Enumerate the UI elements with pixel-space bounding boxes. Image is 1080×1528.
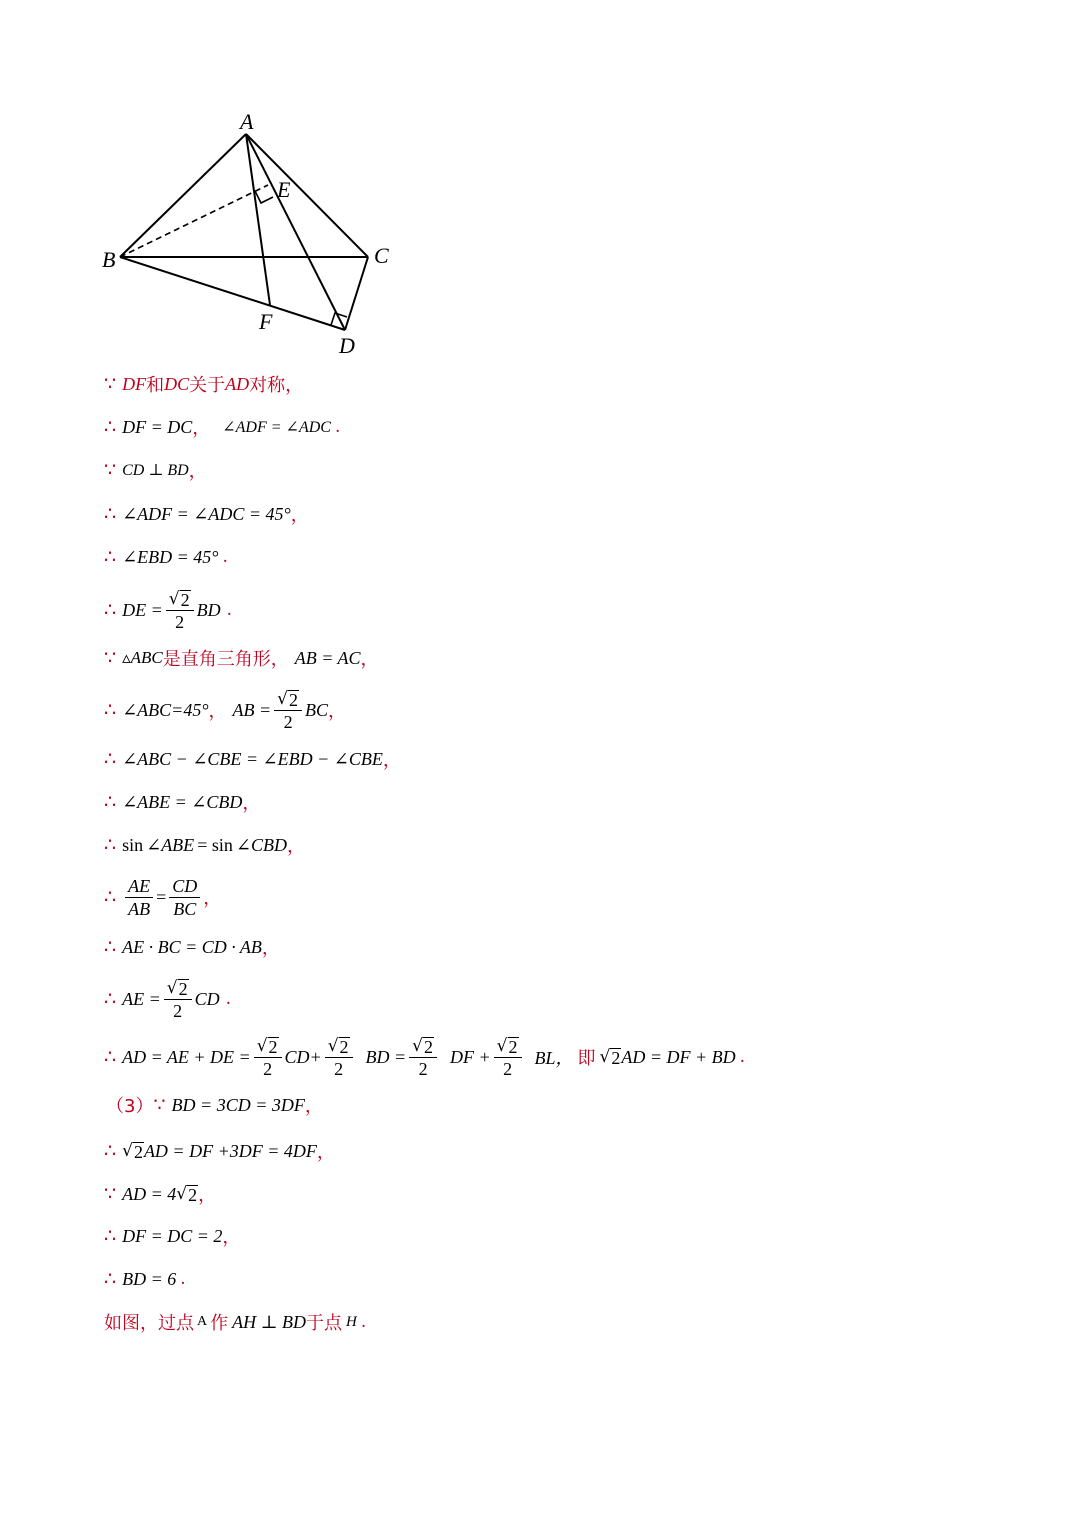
punct: . <box>739 1047 746 1067</box>
proof-line-12 <box>104 874 221 920</box>
sqrt: √ 2 <box>122 1141 143 1162</box>
math: AE · BC = CD · AB <box>122 936 262 957</box>
therefore-symbol: ∴ <box>104 834 117 856</box>
math: DF = DC <box>122 416 193 437</box>
proof-line-3 <box>104 453 207 487</box>
math: BD <box>196 599 221 620</box>
because-symbol: ∵ <box>104 373 117 395</box>
math: AB = AC <box>294 647 361 668</box>
math: CD ⊥ BD <box>122 462 189 479</box>
punct: ， <box>208 701 227 722</box>
punct: . <box>180 1269 186 1289</box>
punct: ， <box>286 836 305 857</box>
math: AD = AE + DE = <box>122 1046 251 1067</box>
sqrt: √ 2 <box>176 1184 198 1205</box>
fraction: √ 2 2 <box>409 1035 437 1079</box>
math: AB = <box>232 699 272 720</box>
fraction: √ 2 2 <box>166 588 194 632</box>
therefore-symbol: ∴ <box>104 599 117 621</box>
segment-BE <box>120 185 268 257</box>
math: DC <box>164 373 190 394</box>
therefore-symbol: ∴ <box>104 988 117 1010</box>
proof-line-5 <box>104 540 228 574</box>
fraction <box>169 876 200 919</box>
math: ∠ADF = ∠ADC = 45° <box>122 503 291 524</box>
math: ∠ABE <box>146 834 195 855</box>
proof-line-17 <box>104 1134 335 1168</box>
math: ∠ABE = ∠CBD <box>122 791 243 812</box>
radicand: 2 <box>180 590 190 610</box>
math: AD = DF +3DF = 4DF <box>143 1140 317 1161</box>
denominator: 2 <box>173 1001 183 1021</box>
punct: ， <box>304 1096 323 1117</box>
text: 于点 <box>306 1313 343 1334</box>
therefore-symbol: ∴ <box>104 416 117 438</box>
therefore-symbol: ∴ <box>104 1268 117 1290</box>
label-F: F <box>259 309 273 334</box>
radicand: 2 <box>289 690 299 710</box>
proof-line-9 <box>104 742 401 776</box>
text: 和 <box>146 375 165 396</box>
because-symbol: ∵ <box>104 459 117 481</box>
label-E: E <box>277 177 291 202</box>
punct: ， <box>316 1142 335 1163</box>
right-angle-mark-E <box>255 191 273 203</box>
math: BL， <box>534 1048 574 1068</box>
label-A: A <box>240 109 254 134</box>
math: DF <box>122 373 147 394</box>
proof-line-20 <box>104 1262 186 1296</box>
therefore-symbol: ∴ <box>104 503 117 525</box>
fraction: √ 2 2 <box>325 1035 353 1079</box>
text: 关于 <box>189 375 226 396</box>
math: DE = <box>122 599 163 620</box>
punct: ， <box>203 888 222 909</box>
therefore-symbol: ∴ <box>104 936 117 958</box>
because-symbol: ∵ <box>104 647 117 669</box>
proof-line-14 <box>104 977 231 1021</box>
text: 如图，过点 <box>104 1313 194 1334</box>
proof-line-19 <box>104 1219 240 1253</box>
denominator: 2 <box>175 612 185 632</box>
math: DF + <box>450 1046 491 1067</box>
part-number: （3） <box>106 1096 154 1117</box>
proof-line-6 <box>104 588 232 632</box>
math: AH ⊥ BD <box>232 1311 307 1332</box>
math: CD <box>194 988 220 1009</box>
text: 是直角三角形， <box>162 649 289 670</box>
proof-line-21 <box>104 1305 366 1339</box>
proof-line-11 <box>104 828 305 862</box>
math: ∠ABC − ∠CBE = ∠EBD − ∠CBE <box>122 748 383 769</box>
punct: ， <box>188 461 207 482</box>
label-B: B <box>102 247 116 272</box>
punct: ， <box>198 1185 217 1206</box>
text: 作 <box>210 1313 229 1334</box>
math: BD = 3CD = 3DF <box>171 1094 305 1115</box>
math: BD = 6 <box>122 1268 177 1289</box>
therefore-symbol: ∴ <box>104 1046 117 1068</box>
numerator: AE <box>125 876 153 898</box>
label-C: C <box>374 243 389 268</box>
punct: ， <box>192 418 211 439</box>
proof-line-1 <box>104 367 303 401</box>
proof-line-2 <box>104 410 340 444</box>
punct: ， <box>382 750 401 771</box>
fraction <box>125 876 153 919</box>
denominator: BC <box>173 898 197 919</box>
math: BC <box>305 699 329 720</box>
math: = <box>156 886 167 907</box>
math: ∠EBD = 45° <box>122 546 219 567</box>
proof-line-8 <box>104 688 346 732</box>
proof-line-13 <box>104 930 280 964</box>
fraction: √ 2 2 <box>494 1035 522 1079</box>
punct: ， <box>290 505 309 526</box>
math: ∠ABC=45° <box>122 699 209 720</box>
math: AD <box>225 373 250 394</box>
math: AD = 4 <box>122 1183 177 1204</box>
fraction: √ 2 2 <box>274 688 302 732</box>
because-symbol: ∵ <box>104 1183 117 1205</box>
therefore-symbol: ∴ <box>104 699 117 721</box>
segment-AB <box>120 134 246 257</box>
punct: . <box>334 417 341 437</box>
segment-CD <box>345 257 368 330</box>
radicand: 2 <box>178 979 188 999</box>
punct: . <box>360 1312 367 1332</box>
punct: ， <box>328 701 347 722</box>
denominator: 2 <box>283 712 293 732</box>
therefore-symbol: ∴ <box>104 886 117 908</box>
math: AE = <box>122 988 161 1009</box>
math: BD = <box>365 1046 407 1067</box>
sqrt: √ 2 <box>599 1047 621 1068</box>
math: ▵ABC <box>122 648 163 667</box>
therefore-symbol: ∴ <box>104 546 117 568</box>
proof-line-16 <box>106 1088 323 1122</box>
math: DF = DC = 2 <box>122 1225 223 1246</box>
fraction: √ 2 2 <box>164 977 192 1021</box>
therefore-symbol: ∴ <box>104 791 117 813</box>
label-D: D <box>339 333 355 358</box>
therefore-symbol: ∴ <box>104 748 117 770</box>
therefore-symbol: ∴ <box>104 1140 117 1162</box>
fraction: √ 2 2 <box>254 1035 282 1079</box>
proof-line-7 <box>104 641 379 675</box>
segment-AC <box>246 134 368 257</box>
proof-line-18 <box>104 1177 216 1211</box>
math: ∠ADF = ∠ADC <box>222 419 331 436</box>
punct: . <box>226 600 232 620</box>
proof-line-15 <box>104 1035 745 1079</box>
punct: ， <box>242 793 261 814</box>
proof-line-10 <box>104 785 260 819</box>
denominator: AB <box>128 898 151 919</box>
math: AD = DF + BD <box>621 1046 736 1067</box>
proof-line-4 <box>104 497 309 531</box>
punct: ， <box>360 649 379 670</box>
punct: ， <box>222 1227 241 1248</box>
text: 即 <box>577 1048 596 1069</box>
math: = sin <box>197 834 233 855</box>
punct: . <box>222 547 228 567</box>
math: H <box>346 1313 357 1330</box>
punct: ， <box>261 938 280 959</box>
math: sin <box>122 834 144 855</box>
segment-AD <box>246 134 345 330</box>
therefore-symbol: ∴ <box>104 1225 117 1247</box>
text: 对称， <box>249 375 304 396</box>
punct: . <box>225 989 231 1009</box>
segment-BD <box>120 257 345 330</box>
geometry-figure <box>95 105 405 365</box>
math: ∠CBD <box>235 834 287 855</box>
numerator: CD <box>169 876 200 898</box>
math: CD+ <box>284 1046 322 1067</box>
because-symbol: ∵ <box>153 1094 166 1116</box>
math: A <box>197 1314 208 1329</box>
